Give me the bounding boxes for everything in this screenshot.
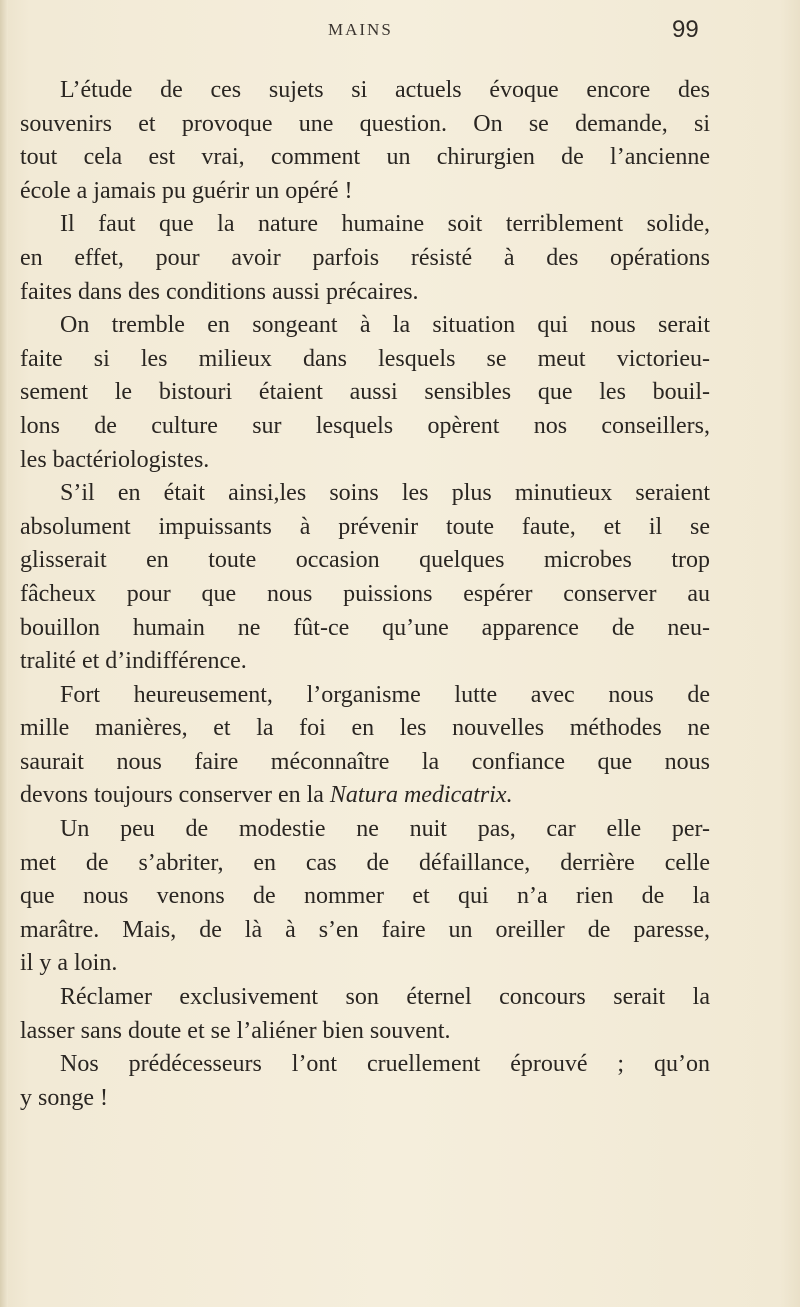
text-line-with-italic (20, 779, 710, 813)
text-line: école a jamais pu guérir un opéré ! (20, 177, 353, 204)
text-line: saurait nous faire méconnaître la confiance que nous (20, 748, 710, 775)
text-line: L’étude de ces sujets si actuels évoque encore des (60, 77, 710, 103)
text-line: faites dans des conditions aussi précaires. (20, 278, 419, 305)
text-line: mille manières, et la foi en les nouvelles méthodes ne (20, 715, 710, 742)
page-number: 99 (672, 16, 699, 43)
text-line: faite si les milieux dans lesquels se meut victorieu- (20, 345, 710, 372)
text-line: lasser sans doute et se l’aliéner bien souvent. (20, 1017, 451, 1044)
text-line: bouillon humain ne fût-ce qu’une apparence de neu- (20, 614, 710, 641)
text-line: S’il en était ainsi,les soins les plus minutieux seraient (60, 480, 710, 507)
text-line: il y a loin. (20, 950, 118, 977)
running-head: MAINS (328, 20, 393, 39)
text-line: fâcheux pour que nous puissions espérer conserver au (20, 580, 710, 607)
text-line: lons de culture sur lesquels opèrent nos conseillers, (20, 412, 710, 439)
text-line: tout cela est vrai, comment un chirurgien de l’ancienne (20, 144, 710, 171)
text-line: Il faut que la nature humaine soit terriblement solide, (60, 211, 710, 238)
text-line: Nos prédécesseurs l’ont cruellement éprouvé ; qu’on (60, 1051, 710, 1078)
text-line: souvenirs et provoque une question. On se demande, si (20, 110, 710, 137)
text-line: sement le bistouri étaient aussi sensibles que les bouil- (20, 379, 710, 406)
text-line: tralité et d’indifférence. (20, 648, 247, 675)
text-line: absolument impuissants à prévenir toute faute, et il se (20, 513, 710, 540)
text-line: y songe ! (20, 1084, 108, 1111)
text-line: Fort heureusement, l’organisme lutte avec nous de (60, 681, 710, 708)
text-segment: devons toujours conserver en la (20, 782, 324, 809)
text-line: glisserait en toute occasion quelques microbes trop (20, 547, 710, 574)
italic-phrase: Natura medicatrix. (329, 782, 513, 809)
text-line: On tremble en songeant à la situation qui nous serait (60, 312, 710, 339)
text-line: les bactériologistes. (20, 446, 210, 473)
text-line: met de s’abriter, en cas de défaillance, derrière celle (20, 849, 710, 876)
body-text (20, 74, 710, 1115)
text-line: Réclamer exclusivement son éternel concours serait la (60, 984, 710, 1011)
page-gutter (0, 0, 8, 1307)
text-line: Un peu de modestie ne nuit pas, car elle per- (60, 816, 710, 843)
text-line: en effet, pour avoir parfois résisté à des opérations (20, 244, 710, 271)
page-header (0, 14, 800, 44)
text-line: que nous venons de nommer et qui n’a rien de la (20, 883, 710, 910)
text-line: marâtre. Mais, de là à s’en faire un oreiller de paresse, (20, 916, 710, 943)
